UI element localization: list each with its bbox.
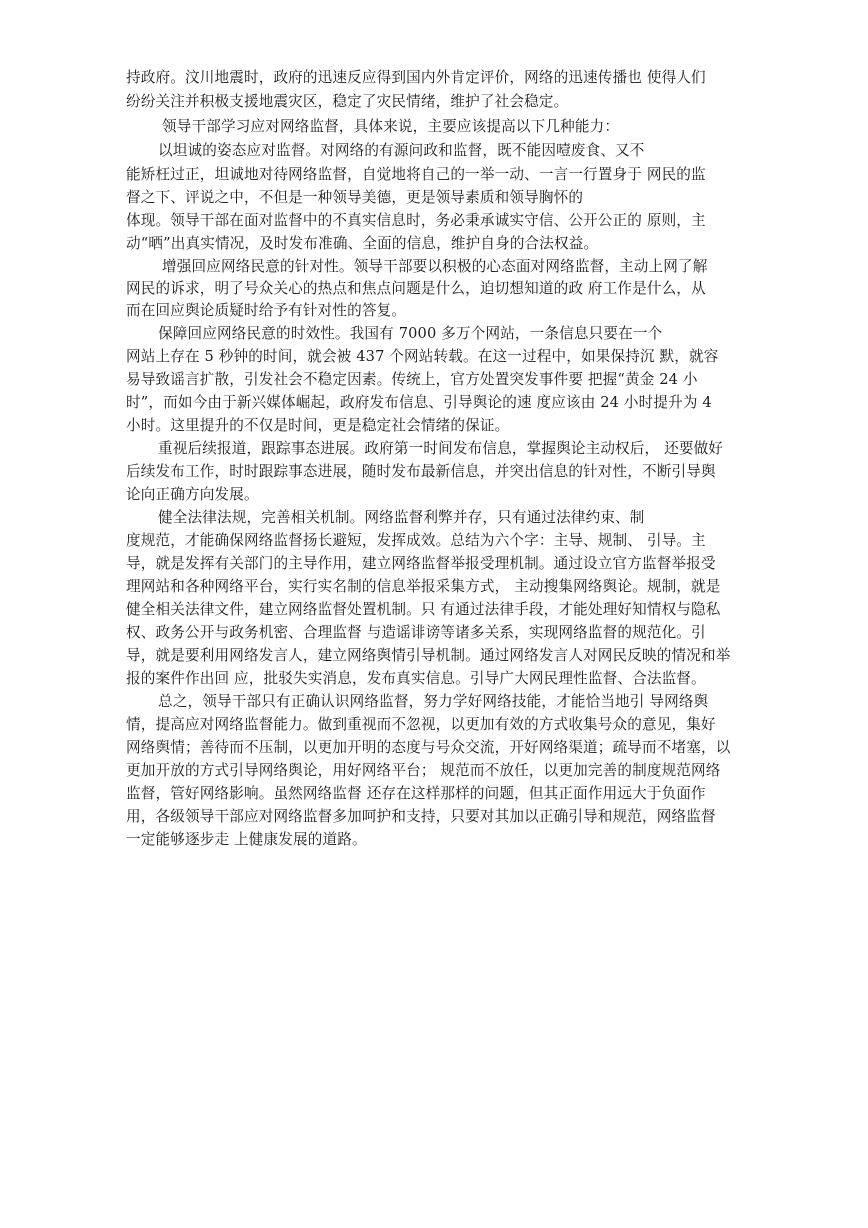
text-line: 小时。这里提升的不仅是时间，更是稳定社会情绪的保证。 [126, 417, 510, 434]
text-line: 健全法律法规，完善相关机制。网络监督利弊并存，只有通过法律约束、制 [158, 509, 645, 526]
text-line: 增强回应网络民意的针对性。领导干部要以积极的心态面对网络监督，主动上网了解 [162, 258, 708, 275]
text-line: 导，就是要利用网络发言人，建立网络舆情引导机制。通过网络发言人对网民反映的情况和举 [126, 647, 731, 664]
text-line: 健全相关法律文件，建立网络监督处置机制。只 有通过法律手段，才能处理好知情权与隐私 [126, 601, 721, 618]
text-line: 以坦诚的姿态应对监督。对网络的有源问政和监督，既不能因噎废食、又不 [158, 142, 645, 159]
text-line: 用，各级领导干部应对网络监督多加呵护和支持，只要对其加以正确引导和规范，网络监督 [126, 808, 716, 825]
text-line: 重视后续报道，跟踪事态进展。政府第一时间发布信息，掌握舆论主动权后， 还要做好 [158, 440, 724, 457]
text-line: 论向正确方向发展。 [126, 486, 259, 503]
text-line: 领导干部学习应对网络监督，具体来说，主要应该提高以下几种能力： [162, 118, 620, 135]
text-line: 度规范，才能确保网络监督扬长避短，发挥成效。总结为六个字：主导、规制、 引导。主 [126, 532, 706, 549]
text-line: 持政府。汶川地震时，政府的迅速反应得到国内外肯定评价，网络的迅速传播也 使得人们 [126, 69, 706, 86]
text-line: 一定能够逐步走 上健康发展的道路。 [126, 831, 367, 848]
text-line: 易导致谣言扩散，引发社会不稳定因素。传统上，官方处置突发事件要 把握“黄金 24 小 [126, 371, 698, 388]
text-line: 导，就是发挥有关部门的主导作用，建立网络监督举报受理机制。通过设立官方监督举报受 [126, 555, 716, 572]
text-line: 权、政务公开与政务机密、合理监督 与造谣诽谤等诸多关系，实现网络监督的规范化。引 [126, 624, 706, 641]
text-line: 动“晒”出真实情况，及时发布准确、全面的信息，维护自身的合法权益。 [126, 235, 599, 252]
text-line: 网民的诉求，明了号众关心的热点和焦点问题是什么，迫切想知道的政 府工作是什么，从 [126, 280, 706, 297]
text-line: 总之，领导干部只有正确认识网络监督，努力学好网络技能，才能恰当地引 导网络舆 [158, 693, 709, 710]
text-line: 情，提高应对网络监督能力。做到重视而不忽视，以更加有效的方式收集号众的意见，集好 [126, 716, 716, 733]
text-line: 更加开放的方式引导网络舆论，用好网络平台； 规范而不放任，以更加完善的制度规范网络 [126, 762, 721, 779]
text-line: 后续发布工作，时时跟踪事态进展，随时发布最新信息，并突出信息的针对性，不断引导舆 [126, 463, 716, 480]
text-line: 理网站和各种网络平台，实行实名制的信息举报采集方式， 主动搜集网络舆论。规制，就是 [126, 578, 721, 595]
text-line: 报的案件作出回 应，批驳失实消息，发布真实信息。引导广大网民理性监督、合法监督。 [126, 670, 706, 687]
text-line: 体现。领导干部在面对监督中的不真实信息时，务必秉承诚实守信、公开公正的 原则，主 [126, 212, 706, 229]
text-line: 纷纷关注并积极支援地震灾区，稳定了灾民情绪，维护了社会稳定。 [126, 93, 569, 110]
text-line: 时”，而如今由于新兴媒体崛起，政府发布信息、引导舆论的速 度应该由 24 小时提升为 4 [126, 394, 712, 411]
text-line: 网站上存在 5 秒钟的时间，就会被 437 个网站转载。在这一过程中，如果保持沉 默，就容 [126, 348, 719, 365]
text-line: 监督，管好网络影响。虽然网络监督 还存在这样那样的问题，但其正面作用远大于负面作 [126, 785, 706, 802]
text-line: 网络舆情；善待而不压制，以更加开明的态度与号众交流，开好网络渠道；疏导而不堵塞，以 [126, 739, 731, 756]
text-line: 而在回应舆论质疑时给予有针对性的答复。 [126, 302, 407, 319]
text-line: 督之下、评说之中，不但是一种领导美德，更是领导素质和领导胸怀的 [126, 189, 584, 206]
text-line: 保障回应网络民意的时效性。我国有 7000 多万个网站，一条信息只要在一个 [158, 325, 663, 342]
text-line: 能矫枉过正，坦诚地对待网络监督，自觉地将自己的一举一动、一言一行置身于 网民的监 [126, 166, 706, 183]
